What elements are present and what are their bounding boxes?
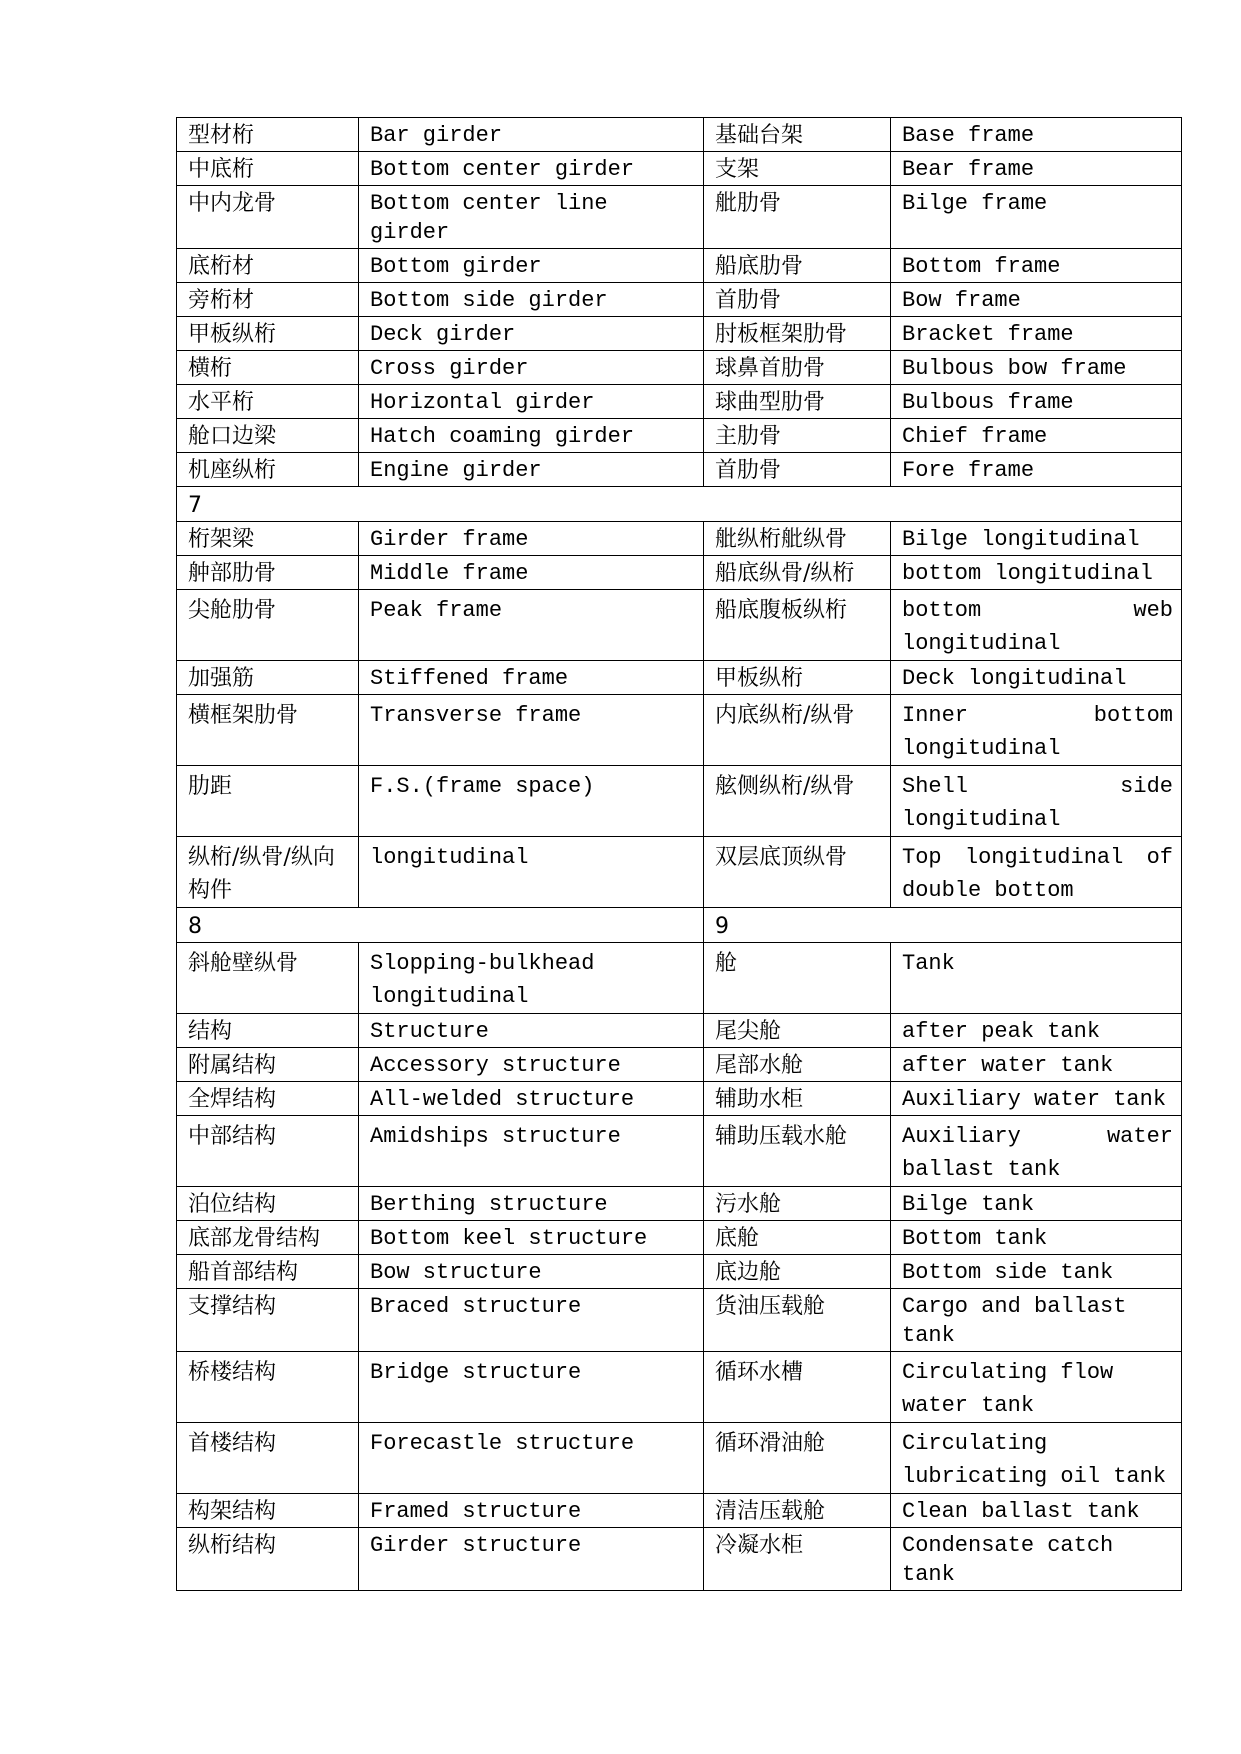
chinese-term: 主肋骨 <box>704 419 891 453</box>
chinese-term: 尾部水舱 <box>704 1048 891 1082</box>
english-term: All-welded structure <box>359 1082 704 1116</box>
chinese-term: 舯部肋骨 <box>177 556 359 590</box>
table-row <box>177 152 1182 186</box>
section-number: 8 <box>177 908 704 943</box>
english-term: Bottom center line girder <box>359 186 704 249</box>
chinese-term: 基础台架 <box>704 118 891 152</box>
table-row <box>177 1289 1182 1352</box>
english-term: Berthing structure <box>359 1187 704 1221</box>
english-term: Engine girder <box>359 453 704 487</box>
table-row <box>177 118 1182 152</box>
table-row <box>177 1048 1182 1082</box>
chinese-term: 货油压载舱 <box>704 1289 891 1352</box>
english-term: Cross girder <box>359 351 704 385</box>
table-row <box>177 522 1182 556</box>
chinese-term: 底边舱 <box>704 1255 891 1289</box>
chinese-term: 中内龙骨 <box>177 186 359 249</box>
english-term: Bottom keel structure <box>359 1221 704 1255</box>
chinese-term: 污水舱 <box>704 1187 891 1221</box>
chinese-term: 辅助压载水舱 <box>704 1116 891 1187</box>
chinese-term: 构架结构 <box>177 1494 359 1528</box>
english-term: Peak frame <box>359 590 704 661</box>
english-term: Hatch coaming girder <box>359 419 704 453</box>
english-term: Condensate catch tank <box>891 1528 1182 1591</box>
chinese-term: 清洁压载舱 <box>704 1494 891 1528</box>
chinese-term: 尖舱肋骨 <box>177 590 359 661</box>
chinese-term: 旁桁材 <box>177 283 359 317</box>
english-term: Middle frame <box>359 556 704 590</box>
english-term: Accessory structure <box>359 1048 704 1082</box>
english-term: Bottom side girder <box>359 283 704 317</box>
english-term: Bilge frame <box>891 186 1182 249</box>
chinese-term: 首楼结构 <box>177 1423 359 1494</box>
chinese-term: 舱口边梁 <box>177 419 359 453</box>
chinese-term: 冷凝水柜 <box>704 1528 891 1591</box>
english-term: Forecastle structure <box>359 1423 704 1494</box>
table-row <box>177 249 1182 283</box>
chinese-term: 甲板纵桁 <box>704 661 891 695</box>
table-row <box>177 1014 1182 1048</box>
english-term: Bow structure <box>359 1255 704 1289</box>
section-row <box>177 908 1182 943</box>
table-row <box>177 943 1182 1014</box>
chinese-term: 首肋骨 <box>704 453 891 487</box>
english-term: Bear frame <box>891 152 1182 186</box>
chinese-term: 首肋骨 <box>704 283 891 317</box>
chinese-term: 舷侧纵桁/纵骨 <box>704 766 891 837</box>
english-term: Deck girder <box>359 317 704 351</box>
chinese-term: 循环滑油舱 <box>704 1423 891 1494</box>
english-term: Transverse frame <box>359 695 704 766</box>
chinese-term: 舭肋骨 <box>704 186 891 249</box>
chinese-term: 双层底顶纵骨 <box>704 837 891 908</box>
english-term: bottom longitudinal <box>891 556 1182 590</box>
english-term: Structure <box>359 1014 704 1048</box>
english-term: Auxiliary water tank <box>891 1082 1182 1116</box>
chinese-term: 全焊结构 <box>177 1082 359 1116</box>
chinese-term: 底舱 <box>704 1221 891 1255</box>
english-term: Bracket frame <box>891 317 1182 351</box>
table-row <box>177 1116 1182 1187</box>
chinese-term: 舭纵桁舭纵骨 <box>704 522 891 556</box>
english-term: Bottom tank <box>891 1221 1182 1255</box>
english-term: after water tank <box>891 1048 1182 1082</box>
section-number: 7 <box>177 487 1182 522</box>
chinese-term: 船首部结构 <box>177 1255 359 1289</box>
chinese-term: 泊位结构 <box>177 1187 359 1221</box>
english-term: Girder structure <box>359 1528 704 1591</box>
english-term: Deck longitudinal <box>891 661 1182 695</box>
english-term: Girder frame <box>359 522 704 556</box>
chinese-term: 加强筋 <box>177 661 359 695</box>
english-term: after peak tank <box>891 1014 1182 1048</box>
english-term: Chief frame <box>891 419 1182 453</box>
chinese-term: 尾尖舱 <box>704 1014 891 1048</box>
chinese-term: 纵桁结构 <box>177 1528 359 1591</box>
chinese-term: 甲板纵桁 <box>177 317 359 351</box>
table-row <box>177 590 1182 661</box>
table-row <box>177 1423 1182 1494</box>
table-row <box>177 837 1182 908</box>
english-term: Bottom side tank <box>891 1255 1182 1289</box>
table-row <box>177 1255 1182 1289</box>
english-term: Clean ballast tank <box>891 1494 1182 1528</box>
chinese-term: 舱 <box>704 943 891 1014</box>
table-row <box>177 317 1182 351</box>
chinese-term: 附属结构 <box>177 1048 359 1082</box>
table-row <box>177 1528 1182 1591</box>
chinese-term: 横桁 <box>177 351 359 385</box>
chinese-term: 内底纵桁/纵骨 <box>704 695 891 766</box>
english-term: Framed structure <box>359 1494 704 1528</box>
english-term: Circulating flow water tank <box>891 1352 1182 1423</box>
chinese-term: 型材桁 <box>177 118 359 152</box>
english-term: Fore frame <box>891 453 1182 487</box>
english-term: Bow frame <box>891 283 1182 317</box>
english-term: Base frame <box>891 118 1182 152</box>
english-term: longitudinal <box>359 837 704 908</box>
english-term: Top longitudinal of double bottom <box>891 837 1182 908</box>
english-term: Stiffened frame <box>359 661 704 695</box>
table-row <box>177 283 1182 317</box>
english-term: Circulating lubricating oil tank <box>891 1423 1182 1494</box>
chinese-term: 横框架肋骨 <box>177 695 359 766</box>
english-term: Bulbous bow frame <box>891 351 1182 385</box>
glossary-body <box>177 118 1182 1591</box>
table-row <box>177 1494 1182 1528</box>
english-term: Bilge longitudinal <box>891 522 1182 556</box>
english-term: Bridge structure <box>359 1352 704 1423</box>
table-row <box>177 351 1182 385</box>
chinese-term: 斜舱壁纵骨 <box>177 943 359 1014</box>
english-term: Inner bottom longitudinal <box>891 695 1182 766</box>
table-row <box>177 695 1182 766</box>
chinese-term: 桁架梁 <box>177 522 359 556</box>
english-term: Bulbous frame <box>891 385 1182 419</box>
chinese-term: 水平桁 <box>177 385 359 419</box>
english-term: Slopping-bulkhead longitudinal <box>359 943 704 1014</box>
english-term: Auxiliary water ballast tank <box>891 1116 1182 1187</box>
english-term: Shell side longitudinal <box>891 766 1182 837</box>
chinese-term: 底桁材 <box>177 249 359 283</box>
chinese-term: 船底纵骨/纵桁 <box>704 556 891 590</box>
english-term: Bottom center girder <box>359 152 704 186</box>
english-term: Braced structure <box>359 1289 704 1352</box>
english-term: Bilge tank <box>891 1187 1182 1221</box>
chinese-term: 船底腹板纵桁 <box>704 590 891 661</box>
chinese-term: 肋距 <box>177 766 359 837</box>
table-row <box>177 186 1182 249</box>
chinese-term: 底部龙骨结构 <box>177 1221 359 1255</box>
chinese-term: 桥楼结构 <box>177 1352 359 1423</box>
chinese-term: 肘板框架肋骨 <box>704 317 891 351</box>
chinese-term: 纵桁/纵骨/纵向构件 <box>177 837 359 908</box>
chinese-term: 循环水槽 <box>704 1352 891 1423</box>
chinese-term: 球曲型肋骨 <box>704 385 891 419</box>
chinese-term: 支架 <box>704 152 891 186</box>
chinese-term: 辅助水柜 <box>704 1082 891 1116</box>
table-row <box>177 385 1182 419</box>
table-row <box>177 556 1182 590</box>
table-row <box>177 661 1182 695</box>
english-term: Bottom girder <box>359 249 704 283</box>
chinese-term: 机座纵桁 <box>177 453 359 487</box>
section-row <box>177 487 1182 522</box>
table-row <box>177 766 1182 837</box>
chinese-term: 中部结构 <box>177 1116 359 1187</box>
table-row <box>177 419 1182 453</box>
chinese-term: 结构 <box>177 1014 359 1048</box>
table-row <box>177 1352 1182 1423</box>
chinese-term: 中底桁 <box>177 152 359 186</box>
chinese-term: 支撑结构 <box>177 1289 359 1352</box>
english-term: Tank <box>891 943 1182 1014</box>
table-row <box>177 1187 1182 1221</box>
section-number: 9 <box>704 908 1182 943</box>
chinese-term: 球鼻首肋骨 <box>704 351 891 385</box>
english-term: bottom web longitudinal <box>891 590 1182 661</box>
chinese-term: 船底肋骨 <box>704 249 891 283</box>
english-term: Amidships structure <box>359 1116 704 1187</box>
english-term: F.S.(frame space) <box>359 766 704 837</box>
table-row <box>177 1221 1182 1255</box>
english-term: Horizontal girder <box>359 385 704 419</box>
english-term: Cargo and ballast tank <box>891 1289 1182 1352</box>
table-row <box>177 1082 1182 1116</box>
english-term: Bottom frame <box>891 249 1182 283</box>
english-term: Bar girder <box>359 118 704 152</box>
table-row <box>177 453 1182 487</box>
glossary-table <box>176 117 1182 1591</box>
